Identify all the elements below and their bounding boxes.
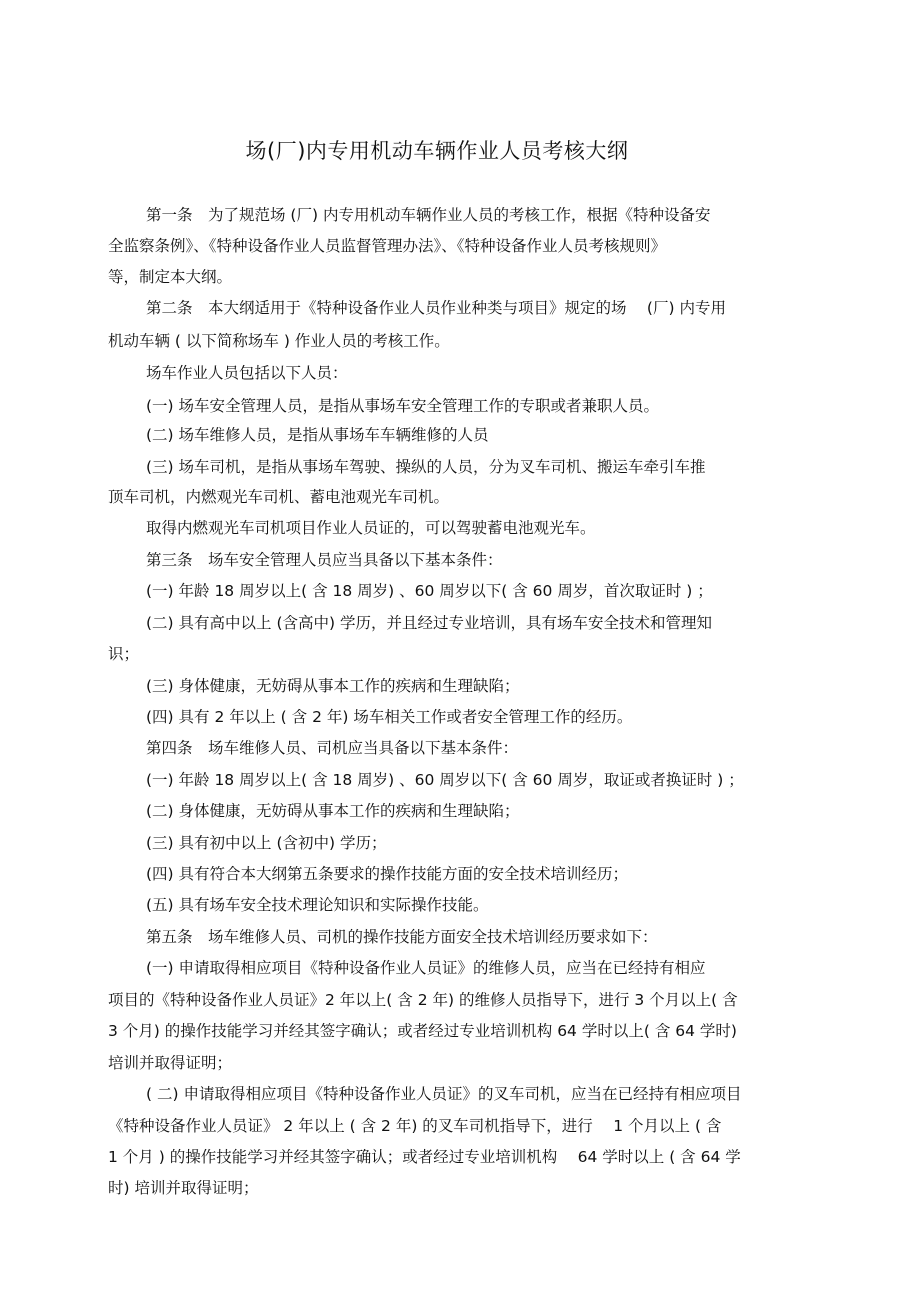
- paragraph-line: 3 个月) 的操作技能学习并经其签字确认；或者经过专业培训机构 64 学时以上( 含 64 学时): [108, 1022, 737, 1040]
- paragraph-line: (二) 具有高中以上 (含高中) 学历，并且经过专业培训，具有场车安全技术和管理知: [146, 614, 712, 632]
- paragraph-line: (四) 具有 2 年以上 ( 含 2 年) 场车相关工作或者安全管理工作的经历。: [146, 708, 633, 726]
- paragraph-line: (四) 具有符合本大纲第五条要求的操作技能方面的安全技术培训经历；: [146, 865, 629, 883]
- paragraph-line: (三) 身体健康，无妨碍从事本工作的疾病和生理缺陷；: [146, 677, 520, 695]
- paragraph-line: 第五条 场车维修人员、司机的操作技能方面安全技术培训经历要求如下：: [146, 928, 658, 946]
- paragraph-line: ( 二) 申请取得相应项目《特种设备作业人员证》的叉车司机，应当在已经持有相应项目: [146, 1085, 742, 1103]
- paragraph-line: 第二条 本大纲适用于《特种设备作业人员作业种类与项目》规定的场 (厂) 内专用: [146, 299, 726, 317]
- paragraph-line: 顶车司机，内燃观光车司机、蓄电池观光车司机。: [108, 488, 450, 506]
- paragraph-line: 识；: [108, 645, 140, 663]
- paragraph-line: 等，制定本大纲。: [108, 268, 233, 286]
- paragraph-line: 项目的《特种设备作业人员证》2 年以上( 含 2 年) 的维修人员指导下，进行 3 个月以上( 含: [108, 991, 738, 1009]
- paragraph-line: (五) 具有场车安全技术理论知识和实际操作技能。: [146, 896, 489, 914]
- paragraph-line: (二) 身体健康，无妨碍从事本工作的疾病和生理缺陷；: [146, 802, 520, 820]
- page-title: 场(厂)内专用机动车辆作业人员考核大纲: [245, 139, 629, 163]
- paragraph-line: 取得内燃观光车司机项目作业人员证的，可以驾驶蓄电池观光车。: [146, 519, 596, 537]
- paragraph-line: 场车作业人员包括以下人员：: [146, 364, 348, 382]
- paragraph-line: 机动车辆 ( 以下简称场车 ) 作业人员的考核工作。: [108, 332, 450, 350]
- paragraph-line: (一) 年龄 18 周岁以上( 含 18 周岁) 、60 周岁以下( 含 60 周岁，取证或者换证时 ) ；: [146, 771, 744, 789]
- paragraph-line: (三) 场车司机，是指从事场车驾驶、操纵的人员，分为叉车司机、搬运车牵引车推: [146, 458, 706, 476]
- paragraph-line: 培训并取得证明；: [108, 1054, 233, 1072]
- paragraph-line: (一) 场车安全管理人员，是指从事场车安全管理工作的专职或者兼职人员。: [146, 397, 660, 415]
- paragraph-line: 《特种设备作业人员证》 2 年以上 ( 含 2 年) 的叉车司机指导下，进行 1 个月以上 ( 含: [108, 1117, 722, 1135]
- paragraph-line: (一) 申请取得相应项目《特种设备作业人员证》的维修人员，应当在已经持有相应: [146, 959, 706, 977]
- paragraph-line: (三) 具有初中以上 (含初中) 学历；: [146, 834, 387, 852]
- paragraph-line: 第四条 场车维修人员、司机应当具备以下基本条件：: [146, 739, 519, 757]
- paragraph-line: 全监察条例》、《特种设备作业人员监督管理办法》、《特种设备作业人员考核规则》: [108, 237, 667, 255]
- paragraph-line: 1 个月 ) 的操作技能学习并经其签字确认；或者经过专业培训机构 64 学时以上 ( 含 64 学: [108, 1148, 741, 1166]
- paragraph-line: (一) 年龄 18 周岁以上( 含 18 周岁) 、60 周岁以下( 含 60 周岁，首次取证时 ) ；: [146, 582, 713, 600]
- paragraph-line: 时) 培训并取得证明；: [108, 1179, 259, 1197]
- paragraph-line: (二) 场车维修人员，是指从事场车车辆维修的人员: [146, 426, 489, 444]
- paragraph-line: 第三条 场车安全管理人员应当具备以下基本条件：: [146, 551, 503, 569]
- paragraph-line: 第一条 为了规范场 (厂) 内专用机动车辆作业人员的考核工作，根据《特种设备安: [146, 206, 711, 224]
